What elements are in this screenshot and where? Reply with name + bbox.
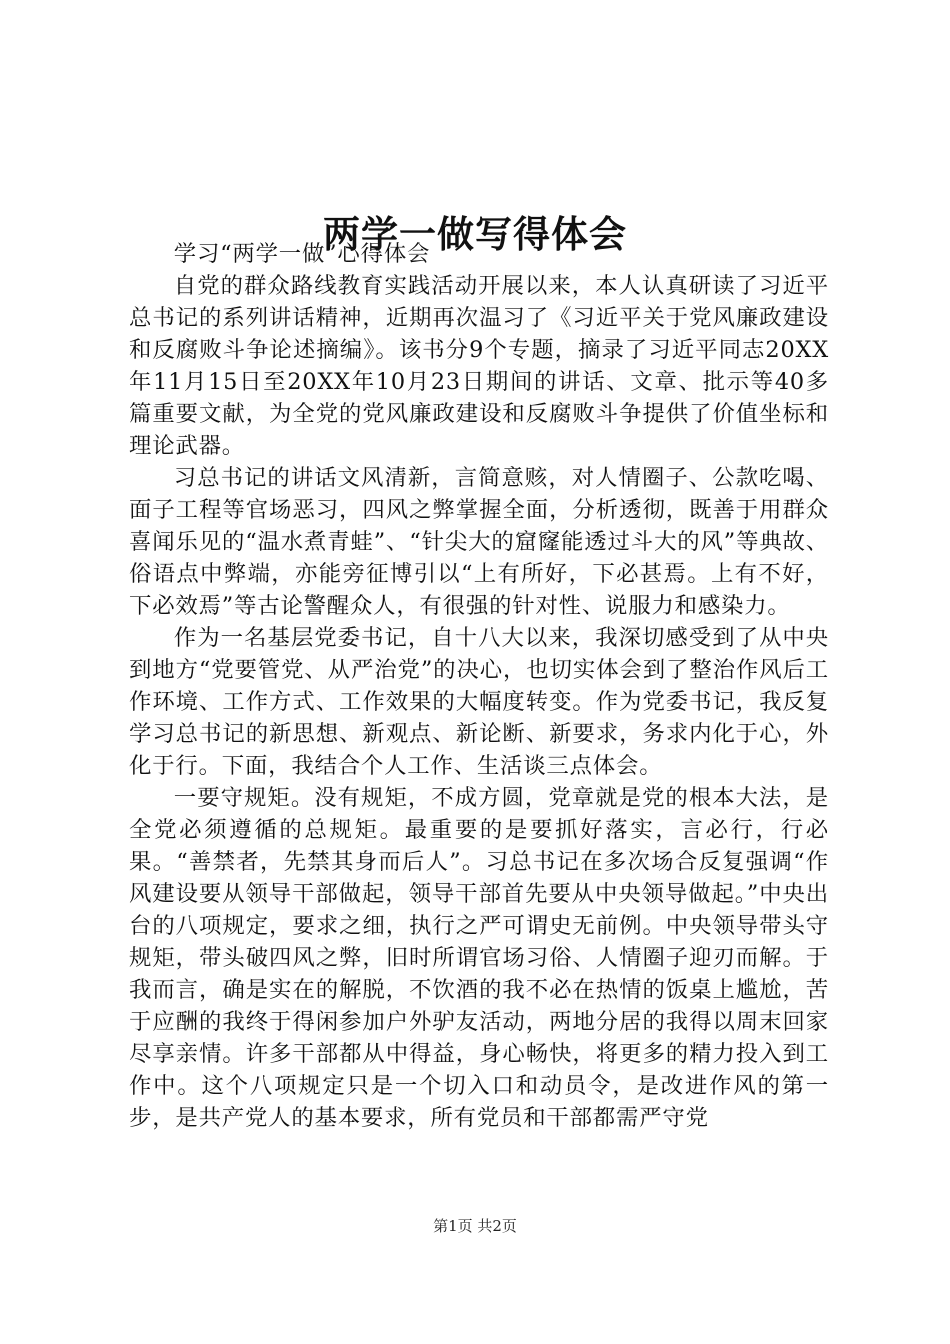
paragraph: 作为一名基层党委书记，自十八大以来，我深切感受到了从中央到地方“党要管党、从严治党”的决心，也切实体会到了整治作风后工作环境、工作方式、工作效果的大幅度转变。作为党委书记，我反复学习总书记的新思想、新观点、新论断、新要求，务求内化于心，外化于行。下面，我结合个人工作、生活谈三点体会。 bbox=[129, 625, 829, 779]
document-body bbox=[129, 238, 829, 1134]
page-number-footer: 第1页 共2页 bbox=[433, 1217, 517, 1235]
paragraph: 习总书记的讲话文风清新，言简意赅，对人情圈子、公款吃喝、面子工程等官场恶习，四风之弊掌握全面，分析透彻，既善于用群众喜闻乐见的“温水煮青蛙”、“针尖大的窟窿能透过斗大的风”等典故、俗语点中弊端，亦能旁征博引以“上有所好，下必甚焉。上有不好，下必效焉”等古论警醒众人，有很强的针对性、说服力和感染力。 bbox=[129, 465, 829, 619]
paragraph: 自党的群众路线教育实践活动开展以来，本人认真研读了习近平总书记的系列讲话精神，近期再次温习了《习近平关于党风廉政建设和反腐败斗争论述摘编》。该书分9个专题，摘录了习近平同志20XX年11月15日至20XX年10月23日期间的讲话、文章、批示等40多篇重要文献，为全党的党风廉政建设和反腐败斗争提供了价值坐标和理论武器。 bbox=[129, 273, 829, 459]
document-title: 两学一做写得体会 bbox=[323, 211, 627, 256]
paragraph: 一要守规矩。没有规矩，不成方圆，党章就是党的根本大法，是全党必须遵循的总规矩。最重要的是要抓好落实，言必行，行必果。“善禁者，先禁其身而后人”。习总书记在多次场合反复强调“作风建设要从领导干部做起，领导干部首先要从中央领导做起。”中央出台的八项规定，要求之细，执行之严可谓史无前例。中央领导带头守规矩，带头破四风之弊，旧时所谓官场习俗、人情圈子迎刃而解。于我而言，确是实在的解脱，不饮酒的我不必在热情的饭桌上尴尬，苦于应酬的我终于得闲参加户外驴友活动，两地分居的我得以周末回家尽享亲情。许多干部都从中得益，身心畅快，将更多的精力投入到工作中。这个八项规定只是一个切入口和动员令，是改进作风的第一步，是共产党人的基本要求，所有党员和干部都需严守党 bbox=[129, 785, 829, 1131]
document-subtitle: 学习“两学一做”心得体会 bbox=[173, 241, 431, 267]
